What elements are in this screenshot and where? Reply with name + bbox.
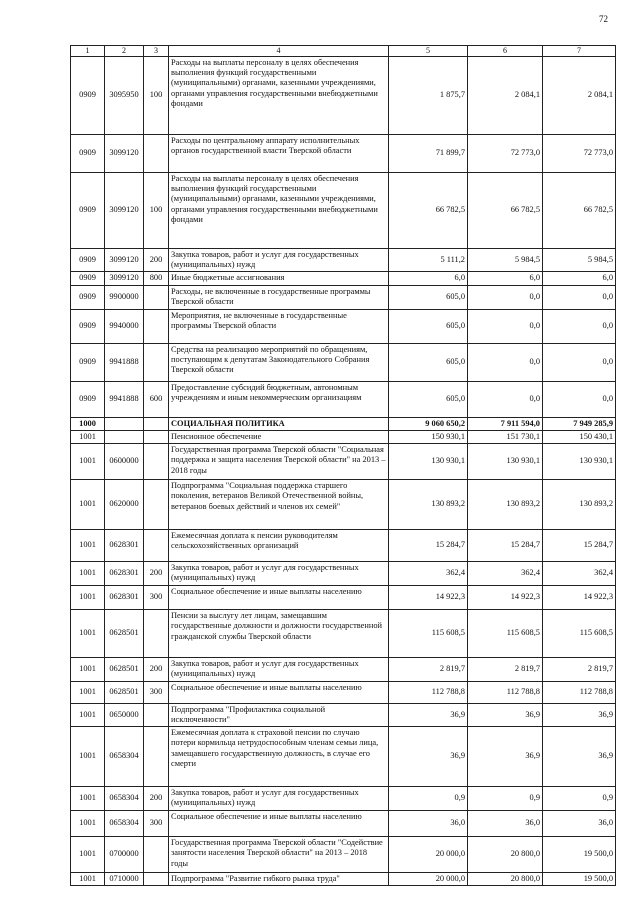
section-code-cell: 0909 <box>71 285 105 309</box>
expense-type-cell: 300 <box>144 811 169 837</box>
page-number: 72 <box>599 14 608 24</box>
amount-year2-cell: 130 930,1 <box>468 444 543 480</box>
table-row <box>71 444 616 480</box>
amount-year3-cell: 7 949 285,9 <box>543 417 616 430</box>
amount-year1-cell: 0,9 <box>389 787 468 811</box>
amount-year2-cell: 0,0 <box>468 309 543 343</box>
amount-year2-cell: 0,9 <box>468 787 543 811</box>
section-code-cell: 1001 <box>71 727 105 787</box>
amount-year1-cell: 20 000,0 <box>389 837 468 873</box>
amount-year3-cell: 0,0 <box>543 309 616 343</box>
table-row <box>71 285 616 309</box>
expense-type-cell <box>144 727 169 787</box>
section-code-cell: 1001 <box>71 562 105 586</box>
amount-year3-cell: 0,0 <box>543 343 616 381</box>
amount-year1-cell: 14 922,3 <box>389 586 468 610</box>
target-code-cell: 9940000 <box>105 309 144 343</box>
amount-year2-cell: 0,0 <box>468 285 543 309</box>
amount-year2-cell: 115 608,5 <box>468 610 543 658</box>
table-row <box>71 172 616 248</box>
table-row <box>71 703 616 727</box>
target-code-cell: 0628501 <box>105 681 144 703</box>
amount-year1-cell: 1 875,7 <box>389 56 468 134</box>
amount-year2-cell: 36,0 <box>468 811 543 837</box>
amount-year1-cell: 130 930,1 <box>389 444 468 480</box>
table-row <box>71 417 616 430</box>
amount-year3-cell: 5 984,5 <box>543 248 616 272</box>
description-cell: Расходы, не включенные в государственные программы Тверской области <box>169 285 389 309</box>
target-code-cell: 9900000 <box>105 285 144 309</box>
description-cell: Ежемесячная доплата к страховой пенсии по случаю потери кормильца нетрудоспособным членам семьи лица, замещавшего государственную должность, в случае его смерти <box>169 727 389 787</box>
table-row <box>71 480 616 530</box>
expense-type-cell: 200 <box>144 658 169 682</box>
amount-year1-cell: 150 930,1 <box>389 430 468 443</box>
section-code-cell: 0909 <box>71 56 105 134</box>
amount-year3-cell: 0,0 <box>543 285 616 309</box>
expense-type-cell: 300 <box>144 586 169 610</box>
amount-year3-cell: 36,9 <box>543 703 616 727</box>
amount-year1-cell: 36,9 <box>389 727 468 787</box>
description-cell: Иные бюджетные ассигнования <box>169 272 389 285</box>
description-cell: Социальное обеспечение и иные выплаты населению <box>169 681 389 703</box>
amount-year2-cell: 0,0 <box>468 343 543 381</box>
amount-year2-cell: 20 800,0 <box>468 873 543 886</box>
target-code-cell: 0620000 <box>105 480 144 530</box>
description-cell: Социальное обеспечение и иные выплаты населению <box>169 586 389 610</box>
description-cell: Расходы на выплаты персоналу в целях обеспечения выполнения функций государственными (муниципальными) органами, казенными учреждениями, органами управления государственными внебюджетными фондами <box>169 172 389 248</box>
amount-year1-cell: 130 893,2 <box>389 480 468 530</box>
amount-year2-cell: 151 730,1 <box>468 430 543 443</box>
amount-year1-cell: 605,0 <box>389 285 468 309</box>
description-cell: Подпрограмма "Развитие гибкого рынка труда" <box>169 873 389 886</box>
target-code-cell: 0628301 <box>105 562 144 586</box>
section-code-cell: 0909 <box>71 343 105 381</box>
amount-year3-cell: 0,9 <box>543 787 616 811</box>
amount-year3-cell: 362,4 <box>543 562 616 586</box>
section-code-cell: 0909 <box>71 172 105 248</box>
amount-year1-cell: 36,9 <box>389 703 468 727</box>
description-cell: СОЦИАЛЬНАЯ ПОЛИТИКА <box>169 417 389 430</box>
target-code-cell: 9941888 <box>105 381 144 417</box>
description-cell: Пенсии за выслугу лет лицам, замещавшим государственные должности и должности государственной гражданской службы Тверской области <box>169 610 389 658</box>
table-row <box>71 811 616 837</box>
section-code-cell: 1001 <box>71 681 105 703</box>
table-row <box>71 787 616 811</box>
amount-year2-cell: 7 911 594,0 <box>468 417 543 430</box>
amount-year3-cell: 0,0 <box>543 381 616 417</box>
amount-year2-cell: 15 284,7 <box>468 530 543 562</box>
description-cell: Ежемесячная доплата к пенсии руководителям сельскохозяйственных организаций <box>169 530 389 562</box>
section-code-cell: 1001 <box>71 586 105 610</box>
target-code-cell: 3099120 <box>105 134 144 172</box>
target-code-cell: 3095950 <box>105 56 144 134</box>
table-row <box>71 56 616 134</box>
section-code-cell: 0909 <box>71 272 105 285</box>
table-row <box>71 309 616 343</box>
expense-type-cell <box>144 480 169 530</box>
expense-type-cell <box>144 343 169 381</box>
target-code-cell <box>105 430 144 443</box>
amount-year3-cell: 36,9 <box>543 727 616 787</box>
amount-year1-cell: 20 000,0 <box>389 873 468 886</box>
target-code-cell: 0700000 <box>105 837 144 873</box>
target-code-cell: 0658304 <box>105 787 144 811</box>
expense-type-cell: 300 <box>144 681 169 703</box>
description-cell: Мероприятия, не включенные в государственные программы Тверской области <box>169 309 389 343</box>
amount-year3-cell: 14 922,3 <box>543 586 616 610</box>
expense-type-cell <box>144 873 169 886</box>
target-code-cell: 3099120 <box>105 248 144 272</box>
table-row <box>71 430 616 443</box>
table-row <box>71 727 616 787</box>
amount-year3-cell: 19 500,0 <box>543 837 616 873</box>
expense-type-cell: 600 <box>144 381 169 417</box>
amount-year2-cell: 5 984,5 <box>468 248 543 272</box>
amount-year2-cell: 2 819,7 <box>468 658 543 682</box>
amount-year1-cell: 9 060 650,2 <box>389 417 468 430</box>
section-code-cell: 1001 <box>71 787 105 811</box>
description-cell: Подпрограмма "Социальная поддержка старшего поколения, ветеранов Великой Отечественной войны, ветеранов боевых действий и членов их семей" <box>169 480 389 530</box>
description-cell: Предоставление субсидий бюджетным, автономным учреждениям и иным некоммерческим организациям <box>169 381 389 417</box>
expense-type-cell <box>144 285 169 309</box>
section-code-cell: 0909 <box>71 309 105 343</box>
amount-year3-cell: 6,0 <box>543 272 616 285</box>
column-header: 5 <box>389 46 468 57</box>
target-code-cell: 0600000 <box>105 444 144 480</box>
section-code-cell: 1001 <box>71 530 105 562</box>
target-code-cell: 0628301 <box>105 530 144 562</box>
target-code-cell: 0628501 <box>105 610 144 658</box>
description-cell: Пенсионное обеспечение <box>169 430 389 443</box>
table-row <box>71 248 616 272</box>
description-cell: Социальное обеспечение и иные выплаты населению <box>169 811 389 837</box>
section-code-cell: 1001 <box>71 811 105 837</box>
column-header: 1 <box>71 46 105 57</box>
expense-type-cell <box>144 530 169 562</box>
amount-year2-cell: 112 788,8 <box>468 681 543 703</box>
column-header: 4 <box>169 46 389 57</box>
amount-year2-cell: 6,0 <box>468 272 543 285</box>
section-code-cell: 1001 <box>71 873 105 886</box>
column-header: 3 <box>144 46 169 57</box>
amount-year3-cell: 15 284,7 <box>543 530 616 562</box>
expense-type-cell: 100 <box>144 172 169 248</box>
amount-year2-cell: 0,0 <box>468 381 543 417</box>
table-row <box>71 343 616 381</box>
amount-year2-cell: 2 084,1 <box>468 56 543 134</box>
description-cell: Закупка товаров, работ и услуг для государственных (муниципальных) нужд <box>169 787 389 811</box>
amount-year1-cell: 605,0 <box>389 343 468 381</box>
expense-type-cell: 200 <box>144 248 169 272</box>
expense-type-cell: 800 <box>144 272 169 285</box>
expense-type-cell: 100 <box>144 56 169 134</box>
table-row <box>71 134 616 172</box>
description-cell: Государственная программа Тверской области "Социальная поддержка и защита населения Тверской области" на 2013 – 2018 годы <box>169 444 389 480</box>
table-row <box>71 381 616 417</box>
amount-year2-cell: 36,9 <box>468 703 543 727</box>
table-row <box>71 272 616 285</box>
amount-year3-cell: 130 893,2 <box>543 480 616 530</box>
budget-table <box>70 45 616 886</box>
target-code-cell: 9941888 <box>105 343 144 381</box>
table-row <box>71 562 616 586</box>
expense-type-cell: 200 <box>144 562 169 586</box>
table-row <box>71 681 616 703</box>
amount-year1-cell: 15 284,7 <box>389 530 468 562</box>
amount-year1-cell: 71 899,7 <box>389 134 468 172</box>
amount-year2-cell: 66 782,5 <box>468 172 543 248</box>
description-cell: Закупка товаров, работ и услуг для государственных (муниципальных) нужд <box>169 248 389 272</box>
target-code-cell <box>105 417 144 430</box>
expense-type-cell <box>144 703 169 727</box>
table-row <box>71 610 616 658</box>
description-cell: Закупка товаров, работ и услуг для государственных (муниципальных) нужд <box>169 658 389 682</box>
description-cell: Закупка товаров, работ и услуг для государственных (муниципальных) нужд <box>169 562 389 586</box>
expense-type-cell <box>144 417 169 430</box>
section-code-cell: 0909 <box>71 381 105 417</box>
amount-year3-cell: 130 930,1 <box>543 444 616 480</box>
target-code-cell: 0650000 <box>105 703 144 727</box>
description-cell: Расходы по центральному аппарату исполнительных органов государственной власти Тверской области <box>169 134 389 172</box>
amount-year2-cell: 14 922,3 <box>468 586 543 610</box>
expense-type-cell <box>144 837 169 873</box>
amount-year3-cell: 150 430,1 <box>543 430 616 443</box>
expense-type-cell <box>144 134 169 172</box>
table-row <box>71 873 616 886</box>
table-row <box>71 530 616 562</box>
expense-type-cell <box>144 610 169 658</box>
expense-type-cell <box>144 309 169 343</box>
expense-type-cell: 200 <box>144 787 169 811</box>
amount-year3-cell: 36,0 <box>543 811 616 837</box>
amount-year1-cell: 6,0 <box>389 272 468 285</box>
table-row <box>71 586 616 610</box>
amount-year3-cell: 19 500,0 <box>543 873 616 886</box>
section-code-cell: 1001 <box>71 444 105 480</box>
amount-year2-cell: 36,9 <box>468 727 543 787</box>
description-cell: Государственная программа Тверской области "Содействие занятости населения Тверской области" на 2013 – 2018 годы <box>169 837 389 873</box>
amount-year2-cell: 362,4 <box>468 562 543 586</box>
amount-year2-cell: 130 893,2 <box>468 480 543 530</box>
amount-year1-cell: 2 819,7 <box>389 658 468 682</box>
section-code-cell: 1001 <box>71 658 105 682</box>
target-code-cell: 0628301 <box>105 586 144 610</box>
amount-year1-cell: 362,4 <box>389 562 468 586</box>
amount-year1-cell: 5 111,2 <box>389 248 468 272</box>
target-code-cell: 3099120 <box>105 272 144 285</box>
section-code-cell: 0909 <box>71 248 105 272</box>
expense-type-cell <box>144 430 169 443</box>
amount-year1-cell: 66 782,5 <box>389 172 468 248</box>
table-row <box>71 658 616 682</box>
amount-year3-cell: 115 608,5 <box>543 610 616 658</box>
section-code-cell: 1001 <box>71 610 105 658</box>
target-code-cell: 0658304 <box>105 811 144 837</box>
amount-year1-cell: 36,0 <box>389 811 468 837</box>
amount-year2-cell: 72 773,0 <box>468 134 543 172</box>
amount-year1-cell: 605,0 <box>389 309 468 343</box>
target-code-cell: 0710000 <box>105 873 144 886</box>
column-header: 7 <box>543 46 616 57</box>
description-cell: Подпрограмма "Профилактика социальной исключенности" <box>169 703 389 727</box>
target-code-cell: 3099120 <box>105 172 144 248</box>
amount-year3-cell: 2 084,1 <box>543 56 616 134</box>
amount-year3-cell: 112 788,8 <box>543 681 616 703</box>
amount-year3-cell: 66 782,5 <box>543 172 616 248</box>
target-code-cell: 0658304 <box>105 727 144 787</box>
section-code-cell: 1000 <box>71 417 105 430</box>
amount-year1-cell: 605,0 <box>389 381 468 417</box>
table-header-row <box>71 46 616 57</box>
table-row <box>71 837 616 873</box>
section-code-cell: 1001 <box>71 480 105 530</box>
description-cell: Средства на реализацию мероприятий по обращениям, поступающим к депутатам Законодательного Собрания Тверской области <box>169 343 389 381</box>
amount-year3-cell: 72 773,0 <box>543 134 616 172</box>
section-code-cell: 0909 <box>71 134 105 172</box>
amount-year1-cell: 112 788,8 <box>389 681 468 703</box>
amount-year3-cell: 2 819,7 <box>543 658 616 682</box>
section-code-cell: 1001 <box>71 430 105 443</box>
column-header: 2 <box>105 46 144 57</box>
amount-year2-cell: 20 800,0 <box>468 837 543 873</box>
expense-type-cell <box>144 444 169 480</box>
section-code-cell: 1001 <box>71 703 105 727</box>
amount-year1-cell: 115 608,5 <box>389 610 468 658</box>
column-header: 6 <box>468 46 543 57</box>
target-code-cell: 0628501 <box>105 658 144 682</box>
description-cell: Расходы на выплаты персоналу в целях обеспечения выполнения функций государственными (муниципальными) органами, казенными учреждениями, органами управления государственными внебюджетными фондами <box>169 56 389 134</box>
section-code-cell: 1001 <box>71 837 105 873</box>
